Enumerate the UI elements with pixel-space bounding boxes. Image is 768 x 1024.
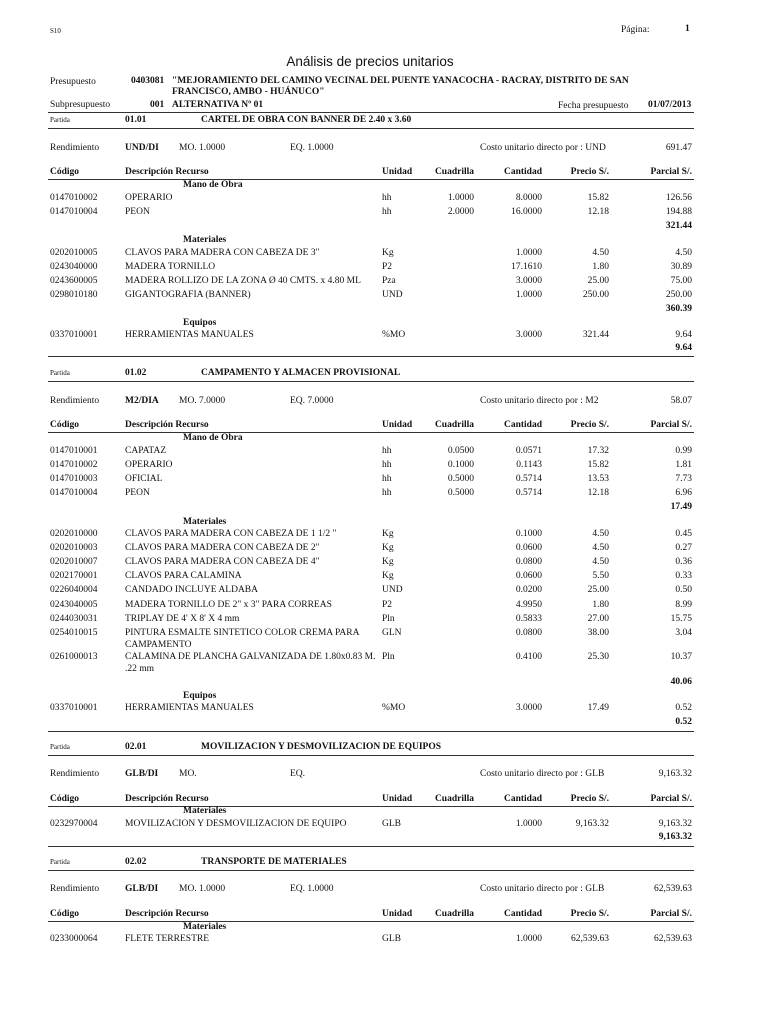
resource-parcial: 10.37 (670, 652, 692, 662)
col-descripcion: Descripción Recurso (125, 794, 209, 804)
page-label: Página: (621, 25, 650, 35)
partida-end-divider (48, 846, 694, 847)
col-cuadrilla: Cuadrilla (434, 794, 474, 804)
resource-row (0, 330, 768, 343)
resource-code: 0226040004 (50, 585, 98, 595)
rendimiento-unit: GLB/DI (125, 769, 159, 779)
resource-cantidad: 0.1000 (515, 529, 542, 539)
col-cuadrilla: Cuadrilla (434, 909, 474, 919)
col-unidad: Unidad (382, 420, 413, 430)
resource-row (0, 193, 768, 206)
col-parcial: Parcial S/. (650, 420, 692, 430)
resource-unit: Pln (382, 614, 395, 624)
costo-value: 62,539.63 (654, 884, 692, 894)
group-total: 9,163.32 (658, 832, 692, 842)
group-label: Materiales (183, 235, 227, 245)
resource-code: 0147010002 (50, 460, 98, 470)
resource-row (0, 652, 768, 665)
resource-row (0, 557, 768, 570)
resource-description: FLETE TERRESTRE (125, 934, 210, 944)
resource-unit: P2 (382, 600, 393, 610)
resource-code: 0233000064 (50, 934, 98, 944)
resource-cantidad: 8.0000 (515, 193, 542, 203)
group-label: Mano de Obra (183, 433, 243, 443)
costo-value: 691.47 (665, 143, 692, 153)
resource-unit: Pln (382, 652, 395, 662)
resource-description: CLAVOS PARA CALAMINA (125, 571, 242, 581)
resource-precio: 1.80 (592, 262, 609, 272)
material-continuation: .22 mm (125, 664, 155, 674)
resource-parcial: 30.89 (670, 262, 692, 272)
resource-precio: 4.50 (592, 248, 609, 258)
resource-parcial: 9.64 (675, 330, 692, 340)
resource-precio: 5.50 (592, 571, 609, 581)
resource-cantidad: 4.9950 (515, 600, 542, 610)
resource-precio: 17.32 (587, 446, 609, 456)
resource-cuadrilla: 1.0000 (447, 193, 474, 203)
header-underline (48, 806, 694, 807)
resource-cantidad: 3.0000 (515, 330, 542, 340)
mo-value: MO. (179, 769, 197, 779)
resource-parcial: 0.52 (675, 703, 692, 713)
resource-parcial: 0.36 (675, 557, 692, 567)
resource-row (0, 543, 768, 556)
resource-parcial: 0.33 (675, 571, 692, 581)
group-label: Equipos (183, 318, 217, 328)
resource-row (0, 628, 768, 641)
resource-cantidad: 3.0000 (515, 276, 542, 286)
rendimiento-unit: M2/DIA (125, 396, 159, 406)
resource-unit: Kg (382, 529, 394, 539)
rendimiento-label: Rendimiento (50, 884, 100, 894)
resource-precio: 9,163.32 (575, 819, 609, 829)
rendimiento-label: Rendimiento (50, 396, 100, 406)
resource-description: CAPATAZ (125, 446, 167, 456)
resource-description: OFICIAL (125, 474, 163, 484)
resource-row (0, 529, 768, 542)
resource-description: CLAVOS PARA MADERA CON CABEZA DE 1 1/2 " (125, 529, 337, 539)
resource-unit: Pza (382, 276, 396, 286)
resource-precio: 12.18 (587, 488, 609, 498)
resource-code: 0202010003 (50, 543, 98, 553)
resource-precio: 25.00 (587, 276, 609, 286)
resource-description: GIGANTOGRAFIA (BANNER) (125, 290, 251, 300)
eq-value: EQ. 1.0000 (290, 884, 334, 894)
presupuesto-name-line1: "MEJORAMIENTO DEL CAMINO VECINAL DEL PUENTE YANACOCHA - RACRAY, DISTRITO DE SAN (172, 76, 629, 86)
resource-parcial: 6.96 (675, 488, 692, 498)
resource-description: CANDADO INCLUYE ALDABA (125, 585, 258, 595)
resource-cuadrilla: 2.0000 (447, 207, 474, 217)
partida-divider (48, 755, 694, 756)
material-continuation: CAMPAMENTO (125, 640, 192, 650)
resource-cantidad: 0.0200 (515, 585, 542, 595)
resource-parcial: 7.73 (675, 474, 692, 484)
partida-divider (48, 128, 694, 129)
resource-precio: 25.00 (587, 585, 609, 595)
partida-end-divider (48, 731, 694, 732)
resource-precio: 15.82 (587, 193, 609, 203)
resource-parcial: 0.45 (675, 529, 692, 539)
resource-code: 0337010001 (50, 703, 98, 713)
group-total: 17.49 (670, 502, 692, 512)
resource-description: HERRAMIENTAS MANUALES (125, 703, 254, 713)
resource-code: 0254010015 (50, 628, 98, 638)
resource-description: CLAVOS PARA MADERA CON CABEZA DE 4" (125, 557, 320, 567)
col-cantidad: Cantidad (503, 909, 542, 919)
resource-row (0, 276, 768, 289)
col-codigo: Código (50, 909, 80, 919)
subpresupuesto-code: 001 (150, 100, 165, 110)
costo-label: Costo unitario directo por : UND (480, 143, 606, 153)
resource-cantidad: 0.0600 (515, 543, 542, 553)
resource-code: 0243040000 (50, 262, 98, 272)
col-unidad: Unidad (382, 909, 413, 919)
resource-parcial: 194.88 (665, 207, 692, 217)
resource-code: 0232970004 (50, 819, 98, 829)
resource-parcial: 250.00 (665, 290, 692, 300)
resource-cantidad: 3.0000 (515, 703, 542, 713)
resource-row (0, 262, 768, 275)
resource-description: TRIPLAY DE 4' X 8' X 4 mm (125, 614, 240, 624)
resource-row (0, 460, 768, 473)
resource-code: 0202010000 (50, 529, 98, 539)
rendimiento-unit: GLB/DI (125, 884, 159, 894)
resource-precio: 12.18 (587, 207, 609, 217)
resource-parcial: 0.50 (675, 585, 692, 595)
presupuesto-name-line2: FRANCISCO, AMBO - HUÁNUCO" (172, 87, 325, 97)
header-underline (48, 179, 694, 180)
resource-row (0, 446, 768, 459)
resource-description: PEON (125, 207, 150, 217)
partida-name: MOVILIZACION Y DESMOVILIZACION DE EQUIPOS (201, 742, 441, 752)
resource-cantidad: 1.0000 (515, 290, 542, 300)
resource-description: CALAMINA DE PLANCHA GALVANIZADA DE 1.80x0.83 M. (125, 652, 376, 662)
col-cantidad: Cantidad (503, 420, 542, 430)
eq-value: EQ. (290, 769, 306, 779)
partida-code: 02.01 (125, 742, 147, 752)
resource-description: PINTURA ESMALTE SINTETICO COLOR CREMA PARA (125, 628, 360, 638)
resource-code: 0298010180 (50, 290, 98, 300)
resource-precio: 15.82 (587, 460, 609, 470)
group-total: 360.39 (665, 304, 692, 314)
col-codigo: Código (50, 794, 80, 804)
partida-name: CARTEL DE OBRA CON BANNER DE 2.40 x 3.60 (201, 115, 412, 125)
col-precio: Precio S/. (570, 909, 609, 919)
resource-parcial: 3.04 (675, 628, 692, 638)
resource-unit: GLN (382, 628, 402, 638)
group-total: 40.06 (670, 677, 692, 687)
resource-unit: hh (382, 474, 392, 484)
resource-row (0, 488, 768, 501)
resource-precio: 62,539.63 (571, 934, 609, 944)
group-label: Materiales (183, 517, 227, 527)
resource-row (0, 248, 768, 261)
group-label: Mano de Obra (183, 180, 243, 190)
resource-description: CLAVOS PARA MADERA CON CABEZA DE 2" (125, 543, 320, 553)
resource-cuadrilla: 0.1000 (447, 460, 474, 470)
resource-unit: GLB (382, 819, 401, 829)
resource-parcial: 0.27 (675, 543, 692, 553)
rendimiento-label: Rendimiento (50, 769, 100, 779)
col-descripcion: Descripción Recurso (125, 909, 209, 919)
resource-description: OPERARIO (125, 193, 173, 203)
resource-unit: %MO (382, 703, 406, 713)
resource-unit: P2 (382, 262, 393, 272)
col-codigo: Código (50, 420, 80, 430)
partida-code: 01.01 (125, 115, 147, 125)
resource-code: 0243600005 (50, 276, 98, 286)
resource-row (0, 703, 768, 716)
resource-description: HERRAMIENTAS MANUALES (125, 330, 254, 340)
group-label: Materiales (183, 922, 227, 932)
col-descripcion: Descripción Recurso (125, 167, 209, 177)
resource-code: 0202010005 (50, 248, 98, 258)
resource-parcial: 1.81 (675, 460, 692, 470)
page-number: 1 (685, 24, 690, 34)
resource-cantidad: 0.5714 (515, 474, 542, 484)
resource-parcial: 8.99 (675, 600, 692, 610)
mo-value: MO. 1.0000 (179, 884, 226, 894)
resource-unit: hh (382, 207, 392, 217)
resource-parcial: 0.99 (675, 446, 692, 456)
col-descripcion: Descripción Recurso (125, 420, 209, 430)
resource-precio: 250.00 (582, 290, 609, 300)
resource-unit: Kg (382, 557, 394, 567)
costo-value: 9,163.32 (658, 769, 692, 779)
resource-parcial: 15.75 (670, 614, 692, 624)
resource-cantidad: 0.5714 (515, 488, 542, 498)
resource-unit: Kg (382, 571, 394, 581)
resource-row (0, 585, 768, 598)
partida-code: 01.02 (125, 368, 147, 378)
resource-precio: 321.44 (582, 330, 609, 340)
resource-cantidad: 0.0800 (515, 557, 542, 567)
col-precio: Precio S/. (570, 420, 609, 430)
resource-cantidad: 0.4100 (515, 652, 542, 662)
costo-value: 58.07 (670, 396, 692, 406)
resource-row (0, 290, 768, 303)
resource-unit: %MO (382, 330, 406, 340)
presupuesto-label: Presupuesto (50, 77, 96, 87)
resource-parcial: 9,163.32 (658, 819, 692, 829)
resource-code: 0147010004 (50, 207, 98, 217)
col-precio: Precio S/. (570, 794, 609, 804)
resource-precio: 13.53 (587, 474, 609, 484)
partida-divider (48, 870, 694, 871)
resource-cantidad: 17.1610 (511, 262, 542, 272)
resource-unit: hh (382, 193, 392, 203)
col-unidad: Unidad (382, 167, 413, 177)
resource-precio: 1.80 (592, 600, 609, 610)
resource-unit: UND (382, 585, 403, 595)
resource-unit: hh (382, 460, 392, 470)
resource-cantidad: 16.0000 (511, 207, 542, 217)
resource-parcial: 4.50 (675, 248, 692, 258)
rendimiento-unit: UND/DI (125, 143, 159, 153)
resource-parcial: 75.00 (670, 276, 692, 286)
resource-precio: 4.50 (592, 543, 609, 553)
resource-description: OPERARIO (125, 460, 173, 470)
resource-cantidad: 0.0800 (515, 628, 542, 638)
resource-row (0, 600, 768, 613)
resource-unit: GLB (382, 934, 401, 944)
resource-code: 0202010007 (50, 557, 98, 567)
header-divider (48, 112, 694, 113)
costo-label: Costo unitario directo por : M2 (480, 396, 599, 406)
resource-description: MOVILIZACION Y DESMOVILIZACION DE EQUIPO (125, 819, 347, 829)
resource-precio: 27.00 (587, 614, 609, 624)
resource-row (0, 614, 768, 627)
partida-code: 02.02 (125, 857, 147, 867)
resource-unit: UND (382, 290, 403, 300)
eq-value: EQ. 7.0000 (290, 396, 334, 406)
col-precio: Precio S/. (570, 167, 609, 177)
resource-cantidad: 0.1143 (516, 460, 542, 470)
resource-unit: Kg (382, 248, 394, 258)
partida-name: TRANSPORTE DE MATERIALES (201, 857, 347, 867)
resource-code: 0147010004 (50, 488, 98, 498)
fecha-label: Fecha presupuesto (558, 101, 629, 111)
resource-code: 0202170001 (50, 571, 98, 581)
col-codigo: Código (50, 167, 80, 177)
partida-label: Partida (50, 743, 70, 751)
resource-cantidad: 0.0600 (515, 571, 542, 581)
col-cuadrilla: Cuadrilla (434, 167, 474, 177)
resource-precio: 25.30 (587, 652, 609, 662)
partida-label: Partida (50, 116, 70, 124)
resource-description: CLAVOS PARA MADERA CON CABEZA DE 3" (125, 248, 320, 258)
subpresupuesto-name: ALTERNATIVA Nº 01 (172, 100, 264, 110)
resource-precio: 17.49 (587, 703, 609, 713)
partida-end-divider (48, 356, 694, 357)
partida-divider (48, 381, 694, 382)
resource-precio: 4.50 (592, 557, 609, 567)
presupuesto-code: 0403081 (131, 76, 165, 86)
group-label: Materiales (183, 806, 227, 816)
software-code: S10 (50, 27, 61, 35)
eq-value: EQ. 1.0000 (290, 143, 334, 153)
resource-description: MADERA ROLLIZO DE LA ZONA Ø 40 CMTS. x 4.80 ML (125, 276, 361, 286)
resource-cantidad: 0.0571 (515, 446, 542, 456)
header-underline (48, 921, 694, 922)
subpresupuesto-label: Subpresupuesto (50, 100, 111, 110)
resource-row (0, 819, 768, 832)
resource-parcial: 126.56 (665, 193, 692, 203)
mo-value: MO. 7.0000 (179, 396, 226, 406)
rendimiento-label: Rendimiento (50, 143, 100, 153)
resource-description: PEON (125, 488, 150, 498)
col-cantidad: Cantidad (503, 167, 542, 177)
page-title: Análisis de precios unitarios (286, 54, 454, 69)
fecha-value: 01/07/2013 (648, 100, 692, 110)
resource-precio: 38.00 (587, 628, 609, 638)
resource-code: 0147010003 (50, 474, 98, 484)
group-total: 9.64 (675, 343, 692, 353)
resource-cantidad: 1.0000 (515, 819, 542, 829)
col-parcial: Parcial S/. (650, 909, 692, 919)
group-total: 321.44 (665, 221, 692, 231)
resource-unit: hh (382, 488, 392, 498)
resource-precio: 4.50 (592, 529, 609, 539)
resource-code: 0244030031 (50, 614, 98, 624)
resource-row (0, 207, 768, 220)
col-parcial: Parcial S/. (650, 167, 692, 177)
resource-parcial: 62,539.63 (654, 934, 692, 944)
resource-cantidad: 1.0000 (515, 934, 542, 944)
resource-row (0, 474, 768, 487)
resource-description: MADERA TORNILLO DE 2" x 3" PARA CORREAS (125, 600, 332, 610)
partida-label: Partida (50, 369, 70, 377)
partida-name: CAMPAMENTO Y ALMACEN PROVISIONAL (201, 368, 401, 378)
partida-label: Partida (50, 858, 70, 866)
resource-cuadrilla: 0.5000 (447, 474, 474, 484)
resource-cantidad: 1.0000 (515, 248, 542, 258)
resource-code: 0147010002 (50, 193, 98, 203)
col-cuadrilla: Cuadrilla (434, 420, 474, 430)
resource-code: 0147010001 (50, 446, 98, 456)
col-parcial: Parcial S/. (650, 794, 692, 804)
group-total: 0.52 (675, 717, 692, 727)
resource-row (0, 934, 768, 947)
resource-unit: Kg (382, 543, 394, 553)
costo-label: Costo unitario directo por : GLB (480, 884, 605, 894)
resource-description: MADERA TORNILLO (125, 262, 216, 272)
group-label: Equipos (183, 691, 217, 701)
resource-cuadrilla: 0.5000 (447, 488, 474, 498)
col-unidad: Unidad (382, 794, 413, 804)
costo-label: Costo unitario directo por : GLB (480, 769, 605, 779)
resource-cantidad: 0.5833 (515, 614, 542, 624)
resource-cuadrilla: 0.0500 (447, 446, 474, 456)
header-underline (48, 432, 694, 433)
resource-unit: hh (382, 446, 392, 456)
resource-code: 0261000013 (50, 652, 98, 662)
resource-row (0, 571, 768, 584)
col-cantidad: Cantidad (503, 794, 542, 804)
resource-code: 0337010001 (50, 330, 98, 340)
mo-value: MO. 1.0000 (179, 143, 226, 153)
resource-code: 0243040005 (50, 600, 98, 610)
